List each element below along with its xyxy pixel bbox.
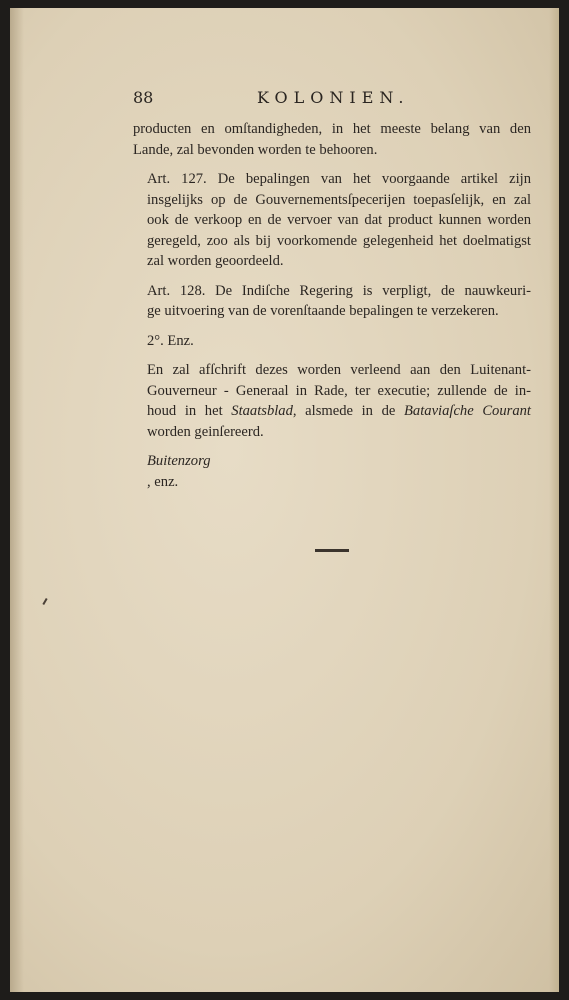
text-line: Art. 128. De Indiſche Regering is verpligt, de nauwkeuri- xyxy=(147,282,531,299)
text-fragment: houd in het xyxy=(147,403,232,419)
text-line: ge uitvoering van de vorenſtaande bepalingen te verzekeren. xyxy=(147,303,499,319)
courant-title: Bataviaſche Courant xyxy=(404,403,531,419)
text-line: Gouverneur - Generaal in Rade, ter executie; zullende de in- xyxy=(147,382,531,399)
closing-line xyxy=(133,451,531,492)
place-name: Buitenzorg xyxy=(147,453,211,469)
paragraph-enz xyxy=(133,331,531,352)
page-number: 88 xyxy=(133,88,154,107)
paragraph-afschrift xyxy=(133,360,531,442)
staatsblad-title: Staatsblad xyxy=(231,403,293,419)
text-line-mixed xyxy=(133,401,531,422)
paragraph-art-128 xyxy=(133,281,531,322)
paragraph-art-127 xyxy=(133,169,531,272)
text-line: Lande, zal bevonden worden te behooren. xyxy=(133,141,378,158)
page-gutter-shadow xyxy=(10,8,24,992)
running-title: KOLONIEN. xyxy=(257,88,410,107)
text-line: 2°. Enz. xyxy=(147,332,194,349)
page-header xyxy=(133,88,531,112)
body-text xyxy=(133,119,531,492)
section-divider-rule xyxy=(315,549,349,552)
closing-rest: , enz. xyxy=(147,473,179,490)
paragraph-continuation xyxy=(133,119,531,160)
text-line: producten en omſtandigheden, in het meeste belang van den xyxy=(133,121,531,137)
text-fragment: , alsmede in de xyxy=(292,403,404,419)
text-line: zal worden geoordeeld. xyxy=(147,253,284,269)
text-line: worden geinſereerd. xyxy=(147,423,264,440)
text-line: ook de verkoop en de vervoer van dat product kunnen worden xyxy=(147,212,531,228)
page-edge-shadow xyxy=(549,8,559,992)
text-line: geregeld, zoo als bij voorkomende gelegenheid het doelmatigst xyxy=(147,232,531,249)
text-line: insgelijks op de Gouvernementsſpecerijen toepasſelijk, en zal xyxy=(147,191,531,208)
text-line: En zal afſchrift dezes worden verleend aan den Luitenant- xyxy=(147,362,531,378)
text-line: Art. 127. De bepalingen van het voorgaande artikel zijn xyxy=(147,171,531,187)
